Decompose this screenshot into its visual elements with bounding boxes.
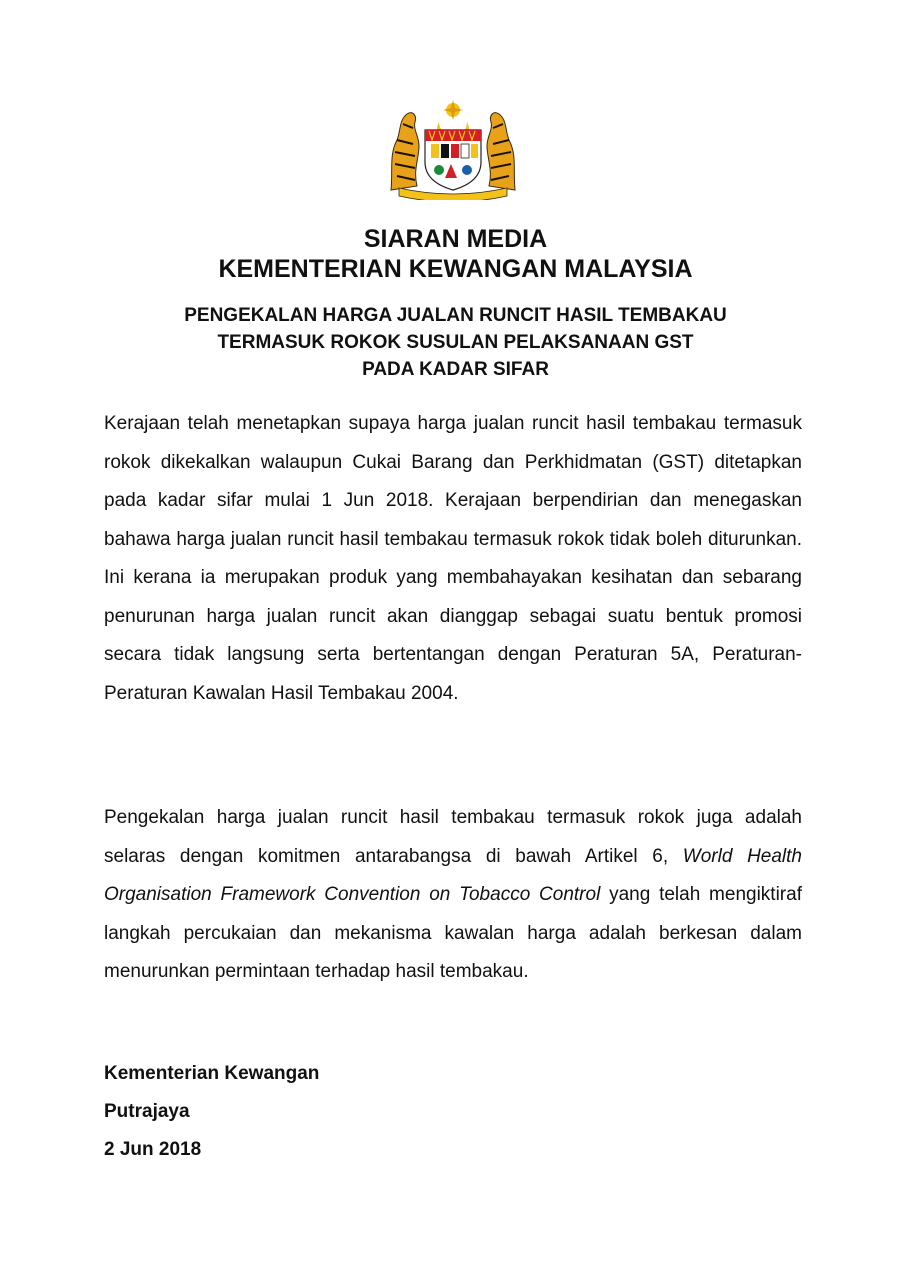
heading-media-release: SIARAN MEDIA <box>363 225 548 253</box>
subheading <box>100 302 811 383</box>
subheading-line: PENGEKALAN HARGA JUALAN RUNCIT HASIL TEMBAKAU <box>184 305 727 326</box>
paragraph-2-text-b: yang telah mengiktiraf langkah percukaian dan mekanisma kawalan harga adalah berkesan dalam menurunkan permintaan terhadap hasil tembakau. <box>104 884 802 982</box>
subheading-line: PADA KADAR SIFAR <box>362 359 549 380</box>
subheading-line: TERMASUK ROKOK SUSULAN PELAKSANAAN GST <box>217 332 694 353</box>
signature-date: 2 Jun 2018 <box>104 1139 202 1160</box>
signature-ministry: Kementerian Kewangan <box>104 1063 320 1084</box>
convention-title: World Health Organisation Framework Convention on Tobacco Control <box>104 845 802 905</box>
paragraph-2-text-a: Pengekalan harga jualan runcit hasil tembakau termasuk rokok juga adalah selaras dengan komitmen antarabangsa di bawah Artikel 6, <box>104 807 802 867</box>
body-paragraph-1: Kerajaan telah menetapkan supaya harga jualan runcit hasil tembakau termasuk rokok dikekalkan walaupun Cukai Barang dan Perkhidmatan (GST) ditetapkan pada kadar sifar mulai 1 Jun 2018. Kerajaan berpendirian dan menegaskan bahawa harga jualan runcit hasil tembakau termasuk rokok tidak boleh diturunkan. Ini kerana ia merupakan produk yang membahayakan kesihatan dan sebarang penurunan harga jualan runcit akan dianggap sebagai suatu bentuk promosi secara tidak langsung serta bertentangan dengan Peraturan 5A, Peraturan-Peraturan Kawalan Hasil Tembakau 2004. <box>104 413 802 704</box>
signature-place: Putrajaya <box>104 1101 190 1122</box>
heading-ministry: KEMENTERIAN KEWANGAN MALAYSIA <box>218 255 693 283</box>
coat-of-arms-icon <box>383 100 523 200</box>
body-paragraph-2 <box>104 799 802 992</box>
signature-block <box>104 1055 319 1169</box>
